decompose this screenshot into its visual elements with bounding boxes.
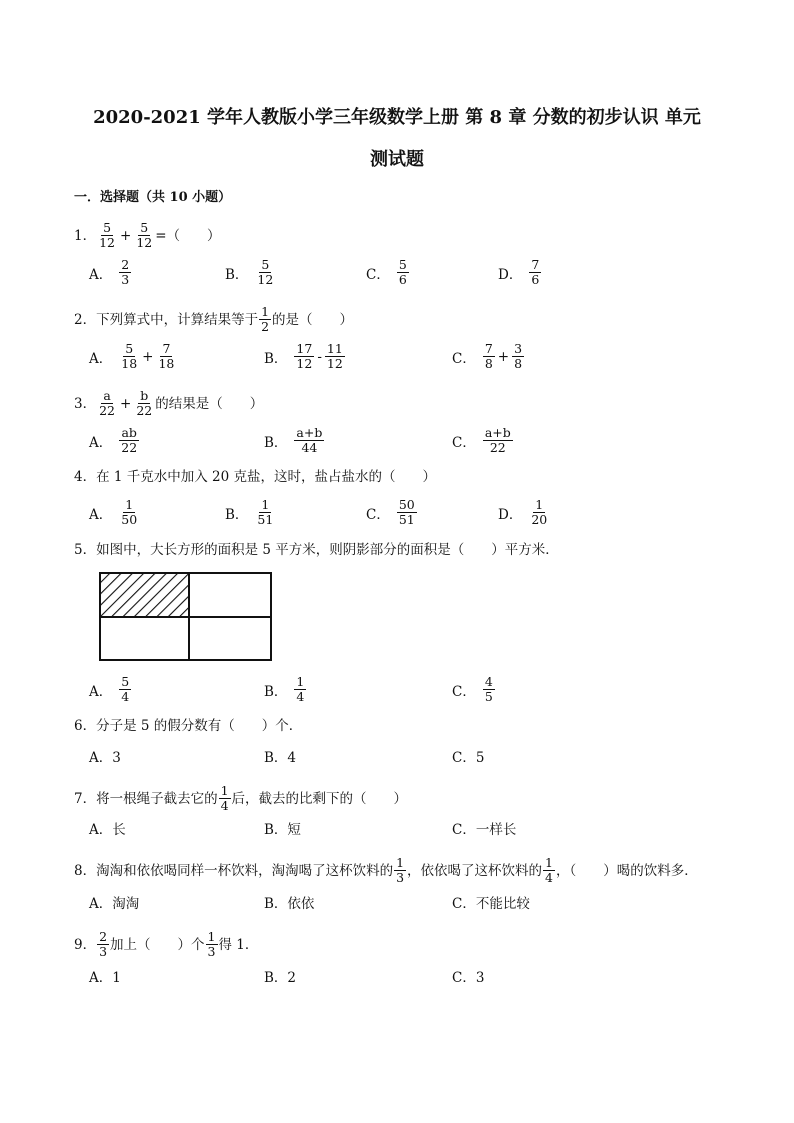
option-b[interactable]: B． $\frac{1}{4}$ [264,674,305,704]
fraction: $\frac{1}{3}$ [207,929,216,959]
option-a[interactable]: A．1 [89,970,121,986]
fraction: $\frac{5}{12}$ [136,220,153,250]
fraction: $\frac{1}{4}$ [220,783,229,813]
question-1: 1． $\frac{5}{12}$ + $\frac{5}{12}$ =（ ） [74,220,221,250]
fraction: $\frac{a}{22}$ [99,388,115,418]
question-8: 8． 淘淘和依依喝同样一杯饮料，淘淘喝了这杯饮料的 $\frac{1}{3}$ ，依依喝了这杯饮料的 $\frac{1}{4}$ ，（ ）喝的饮料多． [74,855,698,885]
option-c[interactable]: C． $\frac{a+b}{22}$ [452,425,511,455]
option-a[interactable]: A． $\frac{5}{18}$ + $\frac{7}{18}$ [89,341,175,371]
question-5: 5．如图中，大长方形的面积是 5 平方米，则阴影部分的面积是（ ）平方米． [74,542,559,558]
question-2: 2． 下列算式中，计算结果等于 $\frac{1}{2}$ 的是（ ） [74,304,354,334]
option-c[interactable]: C． $\frac{4}{5}$ [452,674,493,704]
option-c[interactable]: C． $\frac{7}{8}$ + $\frac{3}{8}$ [452,341,523,371]
question-number: 1． [74,227,97,244]
option-a[interactable]: A． $\frac{ab}{22}$ [89,425,138,455]
option-a[interactable]: A． $\frac{1}{50}$ [89,497,138,527]
option-b[interactable]: B． $\frac{1}{51}$ [225,497,274,527]
document-title-line2: 测试题 [370,149,424,170]
fraction: $\frac{1}{2}$ [261,304,270,334]
fraction: $\frac{1}{4}$ [545,855,553,885]
option-b[interactable]: B． $\frac{5}{12}$ [225,257,274,287]
option-c[interactable]: C．3 [452,970,485,986]
option-c[interactable]: C． $\frac{50}{51}$ [366,497,415,527]
option-d[interactable]: D． $\frac{7}{6}$ [498,257,540,287]
option-a[interactable]: A．长 [89,822,126,838]
option-c[interactable]: C．5 [452,750,485,766]
option-a[interactable]: A．淘淘 [89,896,140,912]
option-a[interactable]: A． $\frac{5}{4}$ [89,674,130,704]
option-b[interactable]: B．依依 [264,896,315,912]
option-a[interactable]: A．3 [89,750,121,766]
option-b[interactable]: B．4 [264,750,297,766]
question-9: 9． $\frac{2}{3}$ 加上（ ）个 $\frac{1}{3}$ 得 1． [74,929,259,959]
section-heading: 一．选择题（共 10 小题） [74,190,232,205]
document-title-line1: 2020-2021 学年人教版小学三年级数学上册 第 8 章 分数的初步认识 单元 [93,107,701,128]
fraction: $\frac{2}{3}$ [99,929,108,959]
question-3: 3． $\frac{a}{22}$ + $\frac{b}{22}$ 的结果是（ ） [74,388,264,418]
option-b[interactable]: B．短 [264,822,301,838]
fraction: $\frac{5}{12}$ [99,220,115,250]
question-7: 7． 将一根绳子截去它的 $\frac{1}{4}$ 后，截去的比剩下的（ ） [74,783,408,813]
option-c[interactable]: C． $\frac{5}{6}$ [366,257,407,287]
fraction: $\frac{1}{3}$ [396,855,405,885]
option-d[interactable]: D． $\frac{1}{20}$ [498,497,548,527]
question-4: 4．在 1 千克水中加入 20 克盐，这时，盐占盐水的（ ） [74,469,437,485]
question-6: 6．分子是 5 的假分数有（ ）个． [74,718,303,734]
option-b[interactable]: B．2 [264,970,297,986]
option-c[interactable]: C．一样长 [452,822,517,838]
shaded-region [100,573,189,617]
option-c[interactable]: C．不能比较 [452,896,530,912]
option-b[interactable]: B． $\frac{a+b}{44}$ [264,425,323,455]
rectangle-figure [99,572,273,662]
option-b[interactable]: B． $\frac{17}{12}$ - $\frac{11}{12}$ [264,341,343,371]
option-a[interactable]: A． $\frac{2}{3}$ [89,257,130,287]
fraction: $\frac{b}{22}$ [136,388,153,418]
